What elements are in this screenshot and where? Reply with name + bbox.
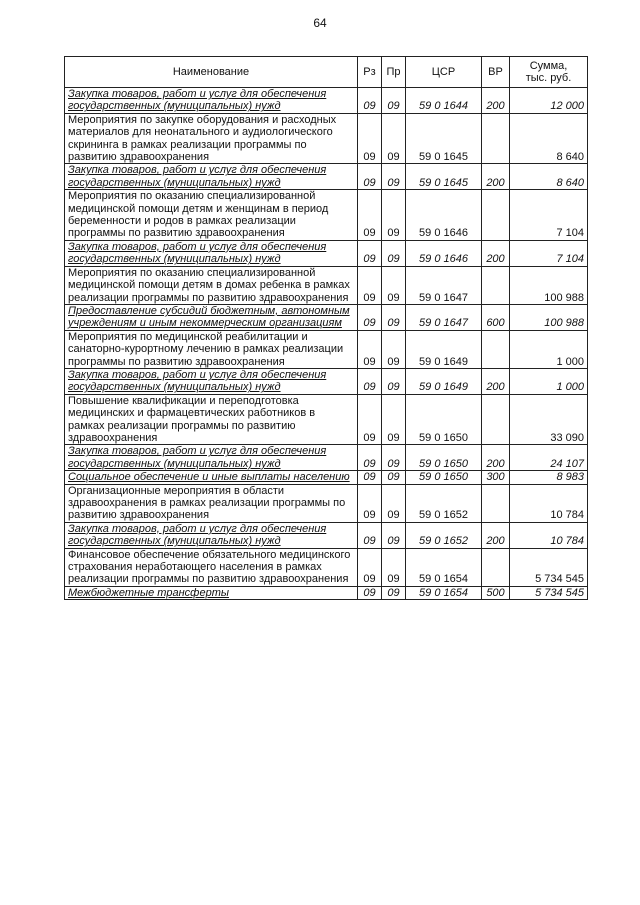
cell-csr-text: 59 0 1644 xyxy=(419,100,468,113)
cell-sum xyxy=(510,368,588,394)
table-row xyxy=(65,445,588,471)
cell-rz xyxy=(358,471,382,484)
cell-pr-text: 09 xyxy=(387,151,400,164)
cell-sum xyxy=(510,484,588,522)
cell-sum-text: 7 104 xyxy=(556,253,584,266)
cell-pr-text: 09 xyxy=(387,509,400,522)
cell-rz xyxy=(358,586,382,599)
cell-csr-text: 59 0 1654 xyxy=(419,586,468,599)
cell-rz xyxy=(358,164,382,190)
cell-pr-text: 09 xyxy=(387,535,400,548)
cell-rz-text: 09 xyxy=(363,100,376,113)
page-number: 64 xyxy=(313,16,327,30)
cell-sum-text: 100 988 xyxy=(544,291,584,304)
cell-name-text: Межбюджетные трансферты xyxy=(68,586,229,599)
cell-name xyxy=(65,240,358,266)
header-sum xyxy=(510,57,588,88)
cell-csr-text: 59 0 1650 xyxy=(419,431,468,444)
cell-rz xyxy=(358,394,382,445)
cell-sum xyxy=(510,240,588,266)
cell-csr xyxy=(406,113,482,164)
cell-sum xyxy=(510,330,588,368)
cell-csr xyxy=(406,240,482,266)
table-header-row xyxy=(65,57,588,88)
cell-name-text: Мероприятия по закупке оборудования и расходных материалов для неонатального и аудиологического скрининга в рамках реализации программы по развитию здравоохранения xyxy=(68,113,337,164)
cell-csr xyxy=(406,586,482,599)
header-sum-line2: тыс. руб. xyxy=(525,72,572,84)
cell-name xyxy=(65,445,358,471)
cell-vr-text: 300 xyxy=(486,471,505,484)
cell-csr xyxy=(406,88,482,114)
cell-sum-text: 8 640 xyxy=(556,176,584,189)
cell-rz-text: 09 xyxy=(363,253,376,266)
cell-sum xyxy=(510,548,588,586)
cell-csr xyxy=(406,330,482,368)
cell-name-text: Предоставление субсидий бюджетным, автономным учреждениям и иным некоммерческим организациям xyxy=(68,304,350,330)
cell-csr xyxy=(406,394,482,445)
cell-csr xyxy=(406,266,482,304)
cell-csr xyxy=(406,304,482,330)
cell-vr-text: 200 xyxy=(486,535,505,548)
cell-csr-text: 59 0 1649 xyxy=(419,381,468,394)
cell-rz-text: 09 xyxy=(363,573,376,586)
cell-name xyxy=(65,522,358,548)
cell-name-text: Повышение квалификации и переподготовка медицинских и фармацевтических работников в рамках реализации программы по развитию здравоохранения xyxy=(68,394,316,444)
cell-rz xyxy=(358,368,382,394)
cell-pr-text: 09 xyxy=(387,291,400,304)
cell-rz-text: 09 xyxy=(363,457,376,470)
cell-vr-text: 200 xyxy=(486,253,505,266)
cell-csr-text: 59 0 1652 xyxy=(419,535,468,548)
cell-pr-text: 09 xyxy=(387,573,400,586)
cell-sum-text: 1 000 xyxy=(556,355,584,368)
cell-sum-text: 24 107 xyxy=(550,457,584,470)
cell-pr xyxy=(382,266,406,304)
cell-csr xyxy=(406,522,482,548)
cell-vr xyxy=(482,586,510,599)
cell-rz-text: 09 xyxy=(363,381,376,394)
cell-vr xyxy=(482,266,510,304)
cell-pr-text: 09 xyxy=(387,317,400,330)
cell-name xyxy=(65,88,358,114)
header-rz: Рз xyxy=(358,57,382,88)
cell-csr-text: 59 0 1654 xyxy=(419,573,468,586)
cell-pr xyxy=(382,304,406,330)
cell-sum xyxy=(510,586,588,599)
cell-sum xyxy=(510,445,588,471)
cell-csr-text: 59 0 1650 xyxy=(419,471,468,484)
cell-pr-text: 09 xyxy=(387,381,400,394)
cell-vr-text: 200 xyxy=(486,381,505,394)
cell-pr xyxy=(382,113,406,164)
cell-pr xyxy=(382,190,406,241)
table-row xyxy=(65,394,588,445)
table-row xyxy=(65,266,588,304)
cell-pr xyxy=(382,586,406,599)
cell-vr xyxy=(482,471,510,484)
cell-vr xyxy=(482,240,510,266)
cell-rz xyxy=(358,484,382,522)
cell-name-text: Финансовое обеспечение обязательного медицинского страхования неработающего населения в рамках реализации программы по развитию здравоохранения xyxy=(68,548,351,586)
cell-csr-text: 59 0 1649 xyxy=(419,355,468,368)
cell-rz xyxy=(358,88,382,114)
cell-pr xyxy=(382,484,406,522)
cell-name-text: Закупка товаров, работ и услуг для обеспечения государственных (муниципальных) нужд xyxy=(68,164,327,189)
cell-csr-text: 59 0 1652 xyxy=(419,509,468,522)
cell-rz-text: 09 xyxy=(363,535,376,548)
cell-name-text: Закупка товаров, работ и услуг для обеспечения государственных (муниципальных) нужд xyxy=(68,445,327,470)
cell-name-text: Закупка товаров, работ и услуг для обеспечения государственных (муниципальных) нужд xyxy=(68,368,327,394)
cell-pr-text: 09 xyxy=(387,457,400,470)
cell-name-text: Закупка товаров, работ и услуг для обеспечения государственных (муниципальных) нужд xyxy=(68,88,327,113)
table-body xyxy=(65,88,588,600)
table-row xyxy=(65,522,588,548)
cell-pr xyxy=(382,88,406,114)
cell-csr-text: 59 0 1646 xyxy=(419,253,468,266)
cell-vr-text: 200 xyxy=(486,457,505,470)
table-row xyxy=(65,240,588,266)
cell-vr xyxy=(482,88,510,114)
cell-pr-text: 09 xyxy=(387,100,400,113)
cell-name xyxy=(65,266,358,304)
cell-sum xyxy=(510,113,588,164)
cell-sum-text: 12 000 xyxy=(550,100,584,113)
cell-sum xyxy=(510,394,588,445)
table-row xyxy=(65,368,588,394)
cell-pr-text: 09 xyxy=(387,355,400,368)
table-row xyxy=(65,586,588,599)
table-row xyxy=(65,88,588,114)
table-row xyxy=(65,113,588,164)
table-row xyxy=(65,164,588,190)
header-sum-line1: Сумма, xyxy=(529,59,568,72)
cell-sum-text: 8 983 xyxy=(556,471,584,484)
cell-name xyxy=(65,586,358,599)
cell-sum xyxy=(510,471,588,484)
cell-rz-text: 09 xyxy=(363,586,376,599)
cell-rz xyxy=(358,445,382,471)
cell-name-text: Социальное обеспечение и иные выплаты населению xyxy=(68,471,350,484)
cell-csr-text: 59 0 1647 xyxy=(419,291,468,304)
cell-pr xyxy=(382,330,406,368)
cell-csr-text: 59 0 1647 xyxy=(419,317,468,330)
table-row xyxy=(65,304,588,330)
cell-vr xyxy=(482,330,510,368)
cell-sum-text: 5 734 545 xyxy=(535,586,584,599)
cell-vr xyxy=(482,484,510,522)
cell-rz-text: 09 xyxy=(363,431,376,444)
cell-csr xyxy=(406,368,482,394)
cell-sum xyxy=(510,266,588,304)
cell-name xyxy=(65,113,358,164)
cell-name-text: Организационные мероприятия в области здравоохранения в рамках реализации программы по развитию здравоохранения xyxy=(68,484,346,522)
cell-csr xyxy=(406,445,482,471)
cell-rz xyxy=(358,266,382,304)
cell-rz-text: 09 xyxy=(363,471,376,484)
cell-csr xyxy=(406,471,482,484)
cell-csr xyxy=(406,548,482,586)
table-row xyxy=(65,190,588,241)
cell-sum-text: 33 090 xyxy=(550,431,584,444)
budget-table xyxy=(64,56,588,600)
cell-csr-text: 59 0 1645 xyxy=(419,151,468,164)
cell-name-text: Закупка товаров, работ и услуг для обеспечения государственных (муниципальных) нужд xyxy=(68,240,327,266)
cell-rz-text: 09 xyxy=(363,151,376,164)
cell-vr-text: 200 xyxy=(486,100,505,113)
cell-rz xyxy=(358,113,382,164)
header-name: Наименование xyxy=(65,57,358,88)
cell-rz xyxy=(358,548,382,586)
cell-vr-text: 600 xyxy=(486,317,505,330)
cell-vr xyxy=(482,304,510,330)
table-row xyxy=(65,548,588,586)
cell-pr xyxy=(382,164,406,190)
cell-rz-text: 09 xyxy=(363,355,376,368)
cell-sum xyxy=(510,164,588,190)
cell-csr-text: 59 0 1645 xyxy=(419,176,468,189)
cell-pr-text: 09 xyxy=(387,176,400,189)
cell-vr-text: 200 xyxy=(486,176,505,189)
cell-pr-text: 09 xyxy=(387,471,400,484)
cell-vr xyxy=(482,445,510,471)
cell-vr xyxy=(482,164,510,190)
cell-rz-text: 09 xyxy=(363,227,376,240)
cell-pr xyxy=(382,394,406,445)
cell-pr xyxy=(382,548,406,586)
cell-name-text: Мероприятия по оказанию специализированной медицинской помощи детям и женщинам в период беременности и родов в рамках реализации программы по развитию здравоохранения xyxy=(68,190,329,240)
cell-csr xyxy=(406,164,482,190)
cell-sum xyxy=(510,304,588,330)
cell-vr xyxy=(482,522,510,548)
cell-name xyxy=(65,548,358,586)
cell-vr xyxy=(482,394,510,445)
cell-name xyxy=(65,190,358,241)
cell-sum-text: 8 640 xyxy=(556,151,584,164)
table-row xyxy=(65,330,588,368)
cell-sum-text: 7 104 xyxy=(556,227,584,240)
cell-rz xyxy=(358,330,382,368)
cell-rz-text: 09 xyxy=(363,509,376,522)
cell-vr-text: 500 xyxy=(486,586,505,599)
table-row xyxy=(65,484,588,522)
cell-name xyxy=(65,330,358,368)
header-csr: ЦСР xyxy=(406,57,482,88)
cell-sum-text: 5 734 545 xyxy=(535,573,584,586)
cell-csr xyxy=(406,484,482,522)
cell-sum xyxy=(510,522,588,548)
cell-vr xyxy=(482,190,510,241)
cell-name xyxy=(65,368,358,394)
cell-pr-text: 09 xyxy=(387,227,400,240)
cell-csr-text: 59 0 1646 xyxy=(419,227,468,240)
table-row xyxy=(65,471,588,484)
cell-vr xyxy=(482,113,510,164)
cell-sum-text: 10 784 xyxy=(550,535,584,548)
cell-rz xyxy=(358,522,382,548)
cell-pr xyxy=(382,471,406,484)
cell-name-text: Мероприятия по оказанию специализированной медицинской помощи детям в домах ребенка в рамках реализации программы по развитию здравоохранения xyxy=(68,266,350,304)
header-vr: ВР xyxy=(482,57,510,88)
cell-name xyxy=(65,394,358,445)
cell-name xyxy=(65,484,358,522)
cell-name xyxy=(65,164,358,190)
cell-pr-text: 09 xyxy=(387,253,400,266)
cell-pr xyxy=(382,368,406,394)
cell-rz-text: 09 xyxy=(363,317,376,330)
cell-pr-text: 09 xyxy=(387,586,400,599)
cell-name xyxy=(65,304,358,330)
header-pr: Пр xyxy=(382,57,406,88)
cell-rz-text: 09 xyxy=(363,176,376,189)
cell-rz-text: 09 xyxy=(363,291,376,304)
cell-rz xyxy=(358,304,382,330)
cell-sum xyxy=(510,88,588,114)
cell-pr-text: 09 xyxy=(387,431,400,444)
cell-pr xyxy=(382,445,406,471)
cell-name xyxy=(65,471,358,484)
cell-csr-text: 59 0 1650 xyxy=(419,457,468,470)
cell-name-text: Закупка товаров, работ и услуг для обеспечения государственных (муниципальных) нужд xyxy=(68,522,327,548)
cell-sum-text: 1 000 xyxy=(556,381,584,394)
cell-sum xyxy=(510,190,588,241)
cell-rz xyxy=(358,190,382,241)
cell-rz xyxy=(358,240,382,266)
cell-vr xyxy=(482,548,510,586)
cell-sum-text: 100 988 xyxy=(544,317,584,330)
cell-pr xyxy=(382,240,406,266)
cell-vr xyxy=(482,368,510,394)
cell-pr xyxy=(382,522,406,548)
cell-name-text: Мероприятия по медицинской реабилитации и санаторно-курортному лечению в рамках реализации программы по развитию здравоохранения xyxy=(68,330,344,368)
cell-sum-text: 10 784 xyxy=(550,509,584,522)
cell-csr xyxy=(406,190,482,241)
